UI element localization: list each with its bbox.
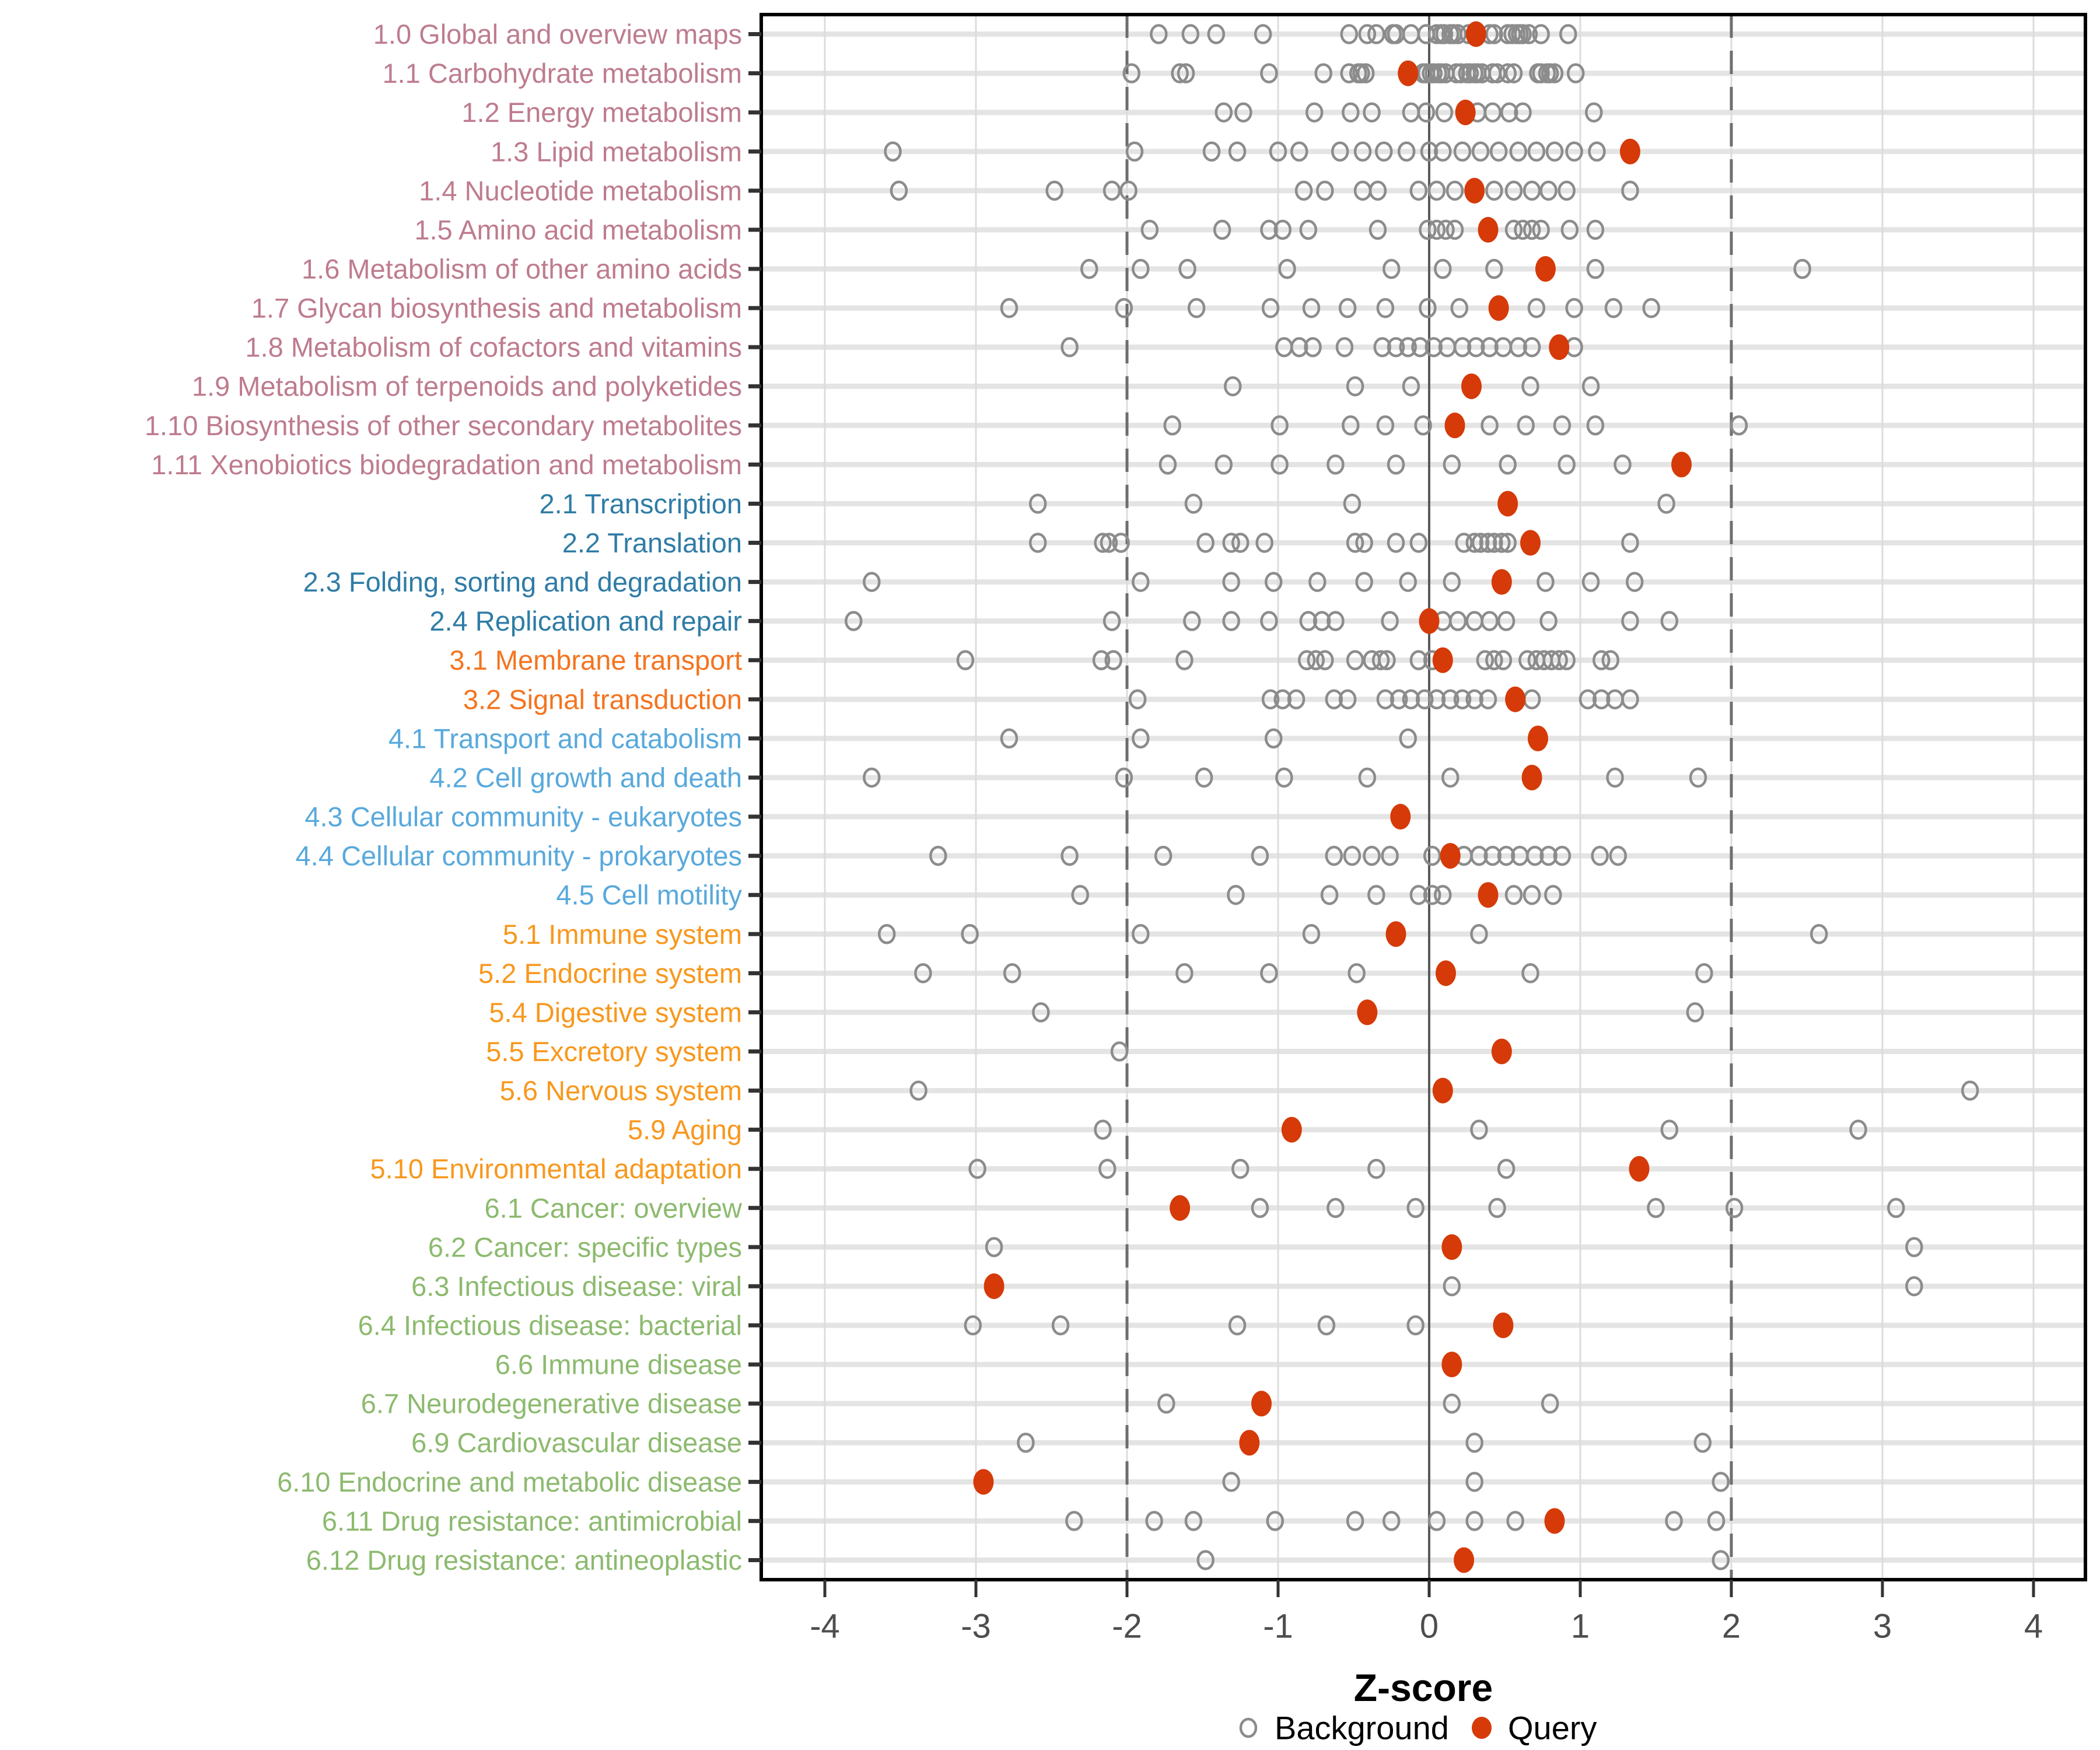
row-label: 1.8 Metabolism of cofactors and vitamins bbox=[245, 331, 742, 363]
row-label: 6.12 Drug resistance: antineoplastic bbox=[306, 1544, 742, 1576]
panel-border bbox=[761, 15, 2085, 1580]
query-point bbox=[1478, 882, 1499, 908]
row-label: 1.4 Nucleotide metabolism bbox=[419, 175, 742, 206]
row-label: 1.3 Lipid metabolism bbox=[490, 136, 742, 167]
x-tick-label: 0 bbox=[1419, 1607, 1439, 1646]
query-point bbox=[1436, 960, 1456, 986]
query-point bbox=[1671, 452, 1692, 477]
query-point bbox=[1544, 1508, 1564, 1534]
row-label: 6.4 Infectious disease: bacterial bbox=[358, 1310, 742, 1341]
row-label: 5.10 Environmental adaptation bbox=[370, 1153, 742, 1185]
query-point bbox=[1629, 1156, 1650, 1182]
query-point bbox=[1522, 765, 1542, 790]
x-tick-label: -4 bbox=[810, 1607, 840, 1646]
row-label: 1.9 Metabolism of terpenoids and polyketides bbox=[191, 370, 742, 402]
query-point bbox=[1493, 1312, 1513, 1338]
query-point bbox=[1441, 1234, 1462, 1260]
x-tick-label: -3 bbox=[961, 1607, 991, 1646]
row-label: 6.11 Drug resistance: antimicrobial bbox=[321, 1505, 742, 1536]
row-label: 1.5 Amino acid metabolism bbox=[414, 214, 742, 246]
row-label: 5.2 Endocrine system bbox=[478, 957, 742, 989]
query-point bbox=[1419, 608, 1440, 634]
query-point bbox=[1239, 1430, 1259, 1455]
query-point bbox=[1170, 1195, 1190, 1221]
legend-query-icon bbox=[1472, 1717, 1492, 1739]
query-point bbox=[1492, 1038, 1512, 1064]
row-label: 6.2 Cancer: specific types bbox=[428, 1231, 742, 1263]
query-point bbox=[1433, 648, 1453, 673]
query-point bbox=[1386, 921, 1406, 947]
query-point bbox=[1478, 217, 1499, 243]
row-label: 1.1 Carbohydrate metabolism bbox=[382, 58, 742, 89]
row-label: 5.6 Nervous system bbox=[499, 1075, 742, 1107]
query-point bbox=[1489, 295, 1509, 321]
legend-query-label: Query bbox=[1508, 1709, 1597, 1746]
query-point bbox=[1535, 256, 1556, 282]
row-label: 2.2 Translation bbox=[562, 527, 742, 559]
query-point bbox=[1445, 412, 1465, 438]
row-label: 4.5 Cell motility bbox=[556, 879, 742, 911]
x-tick-label: 2 bbox=[1721, 1607, 1741, 1646]
query-point bbox=[1505, 687, 1525, 712]
query-point bbox=[1441, 1352, 1462, 1377]
x-tick-label: 4 bbox=[2024, 1607, 2043, 1646]
row-label: 3.2 Signal transduction bbox=[463, 684, 742, 715]
legend-background-icon bbox=[1241, 1719, 1256, 1737]
query-point bbox=[973, 1469, 993, 1494]
row-label: 4.1 Transport and catabolism bbox=[388, 723, 742, 754]
row-label: 6.1 Cancer: overview bbox=[484, 1192, 742, 1224]
x-tick-label: -1 bbox=[1263, 1607, 1293, 1646]
row-label: 6.3 Infectious disease: viral bbox=[411, 1270, 742, 1302]
query-point bbox=[1520, 530, 1541, 556]
row-label: 1.11 Xenobiotics biodegradation and metabolism bbox=[151, 449, 742, 480]
row-label: 5.1 Immune system bbox=[502, 918, 742, 950]
row-label: 2.3 Folding, sorting and degradation bbox=[303, 566, 742, 598]
query-point bbox=[1251, 1391, 1272, 1416]
row-label: 6.7 Neurodegenerative disease bbox=[360, 1388, 742, 1419]
row-label: 1.10 Biosynthesis of other secondary metabolites bbox=[144, 410, 742, 441]
query-point bbox=[1461, 373, 1482, 399]
row-label: 3.1 Membrane transport bbox=[449, 645, 742, 676]
row-label: 4.2 Cell growth and death bbox=[429, 762, 742, 793]
query-point bbox=[1492, 569, 1512, 595]
x-tick-label: 3 bbox=[1873, 1607, 1892, 1646]
query-point bbox=[1528, 726, 1548, 751]
query-point bbox=[1454, 1547, 1474, 1573]
legend-background-label: Background bbox=[1275, 1709, 1449, 1746]
row-label: 4.3 Cellular community - eukaryotes bbox=[304, 801, 742, 832]
row-label: 6.9 Cardiovascular disease bbox=[411, 1427, 742, 1458]
row-label: 1.6 Metabolism of other amino acids bbox=[302, 253, 742, 285]
query-point bbox=[1440, 843, 1461, 869]
row-label: 5.9 Aging bbox=[627, 1114, 742, 1146]
row-label: 4.4 Cellular community - prokaryotes bbox=[295, 840, 742, 872]
query-point bbox=[1466, 22, 1486, 47]
row-label: 6.6 Immune disease bbox=[495, 1349, 742, 1380]
x-axis-title: Z-score bbox=[1353, 1666, 1493, 1709]
query-point bbox=[1497, 491, 1518, 516]
row-label: 5.5 Excretory system bbox=[486, 1035, 742, 1067]
x-tick-label: -2 bbox=[1112, 1607, 1142, 1646]
query-point bbox=[1433, 1078, 1453, 1104]
row-label: 1.7 Glycan biosynthesis and metabolism bbox=[251, 292, 742, 324]
query-point bbox=[1390, 804, 1410, 830]
row-label: 1.2 Energy metabolism bbox=[461, 97, 742, 128]
query-point bbox=[1282, 1117, 1302, 1143]
query-point bbox=[1620, 139, 1640, 164]
legend bbox=[1241, 1710, 1597, 1746]
query-point bbox=[984, 1273, 1005, 1299]
query-point bbox=[1398, 61, 1418, 86]
query-point bbox=[1357, 999, 1377, 1025]
query-point bbox=[1549, 334, 1569, 360]
row-label: 2.4 Replication and repair bbox=[429, 606, 742, 637]
row-label: 1.0 Global and overview maps bbox=[373, 19, 742, 50]
row-label: 6.10 Endocrine and metabolic disease bbox=[277, 1466, 742, 1497]
query-point bbox=[1455, 100, 1476, 125]
row-label: 2.1 Transcription bbox=[539, 488, 742, 519]
query-point bbox=[1464, 178, 1485, 204]
row-label: 5.4 Digestive system bbox=[489, 996, 742, 1028]
x-tick-label: 1 bbox=[1570, 1607, 1590, 1646]
